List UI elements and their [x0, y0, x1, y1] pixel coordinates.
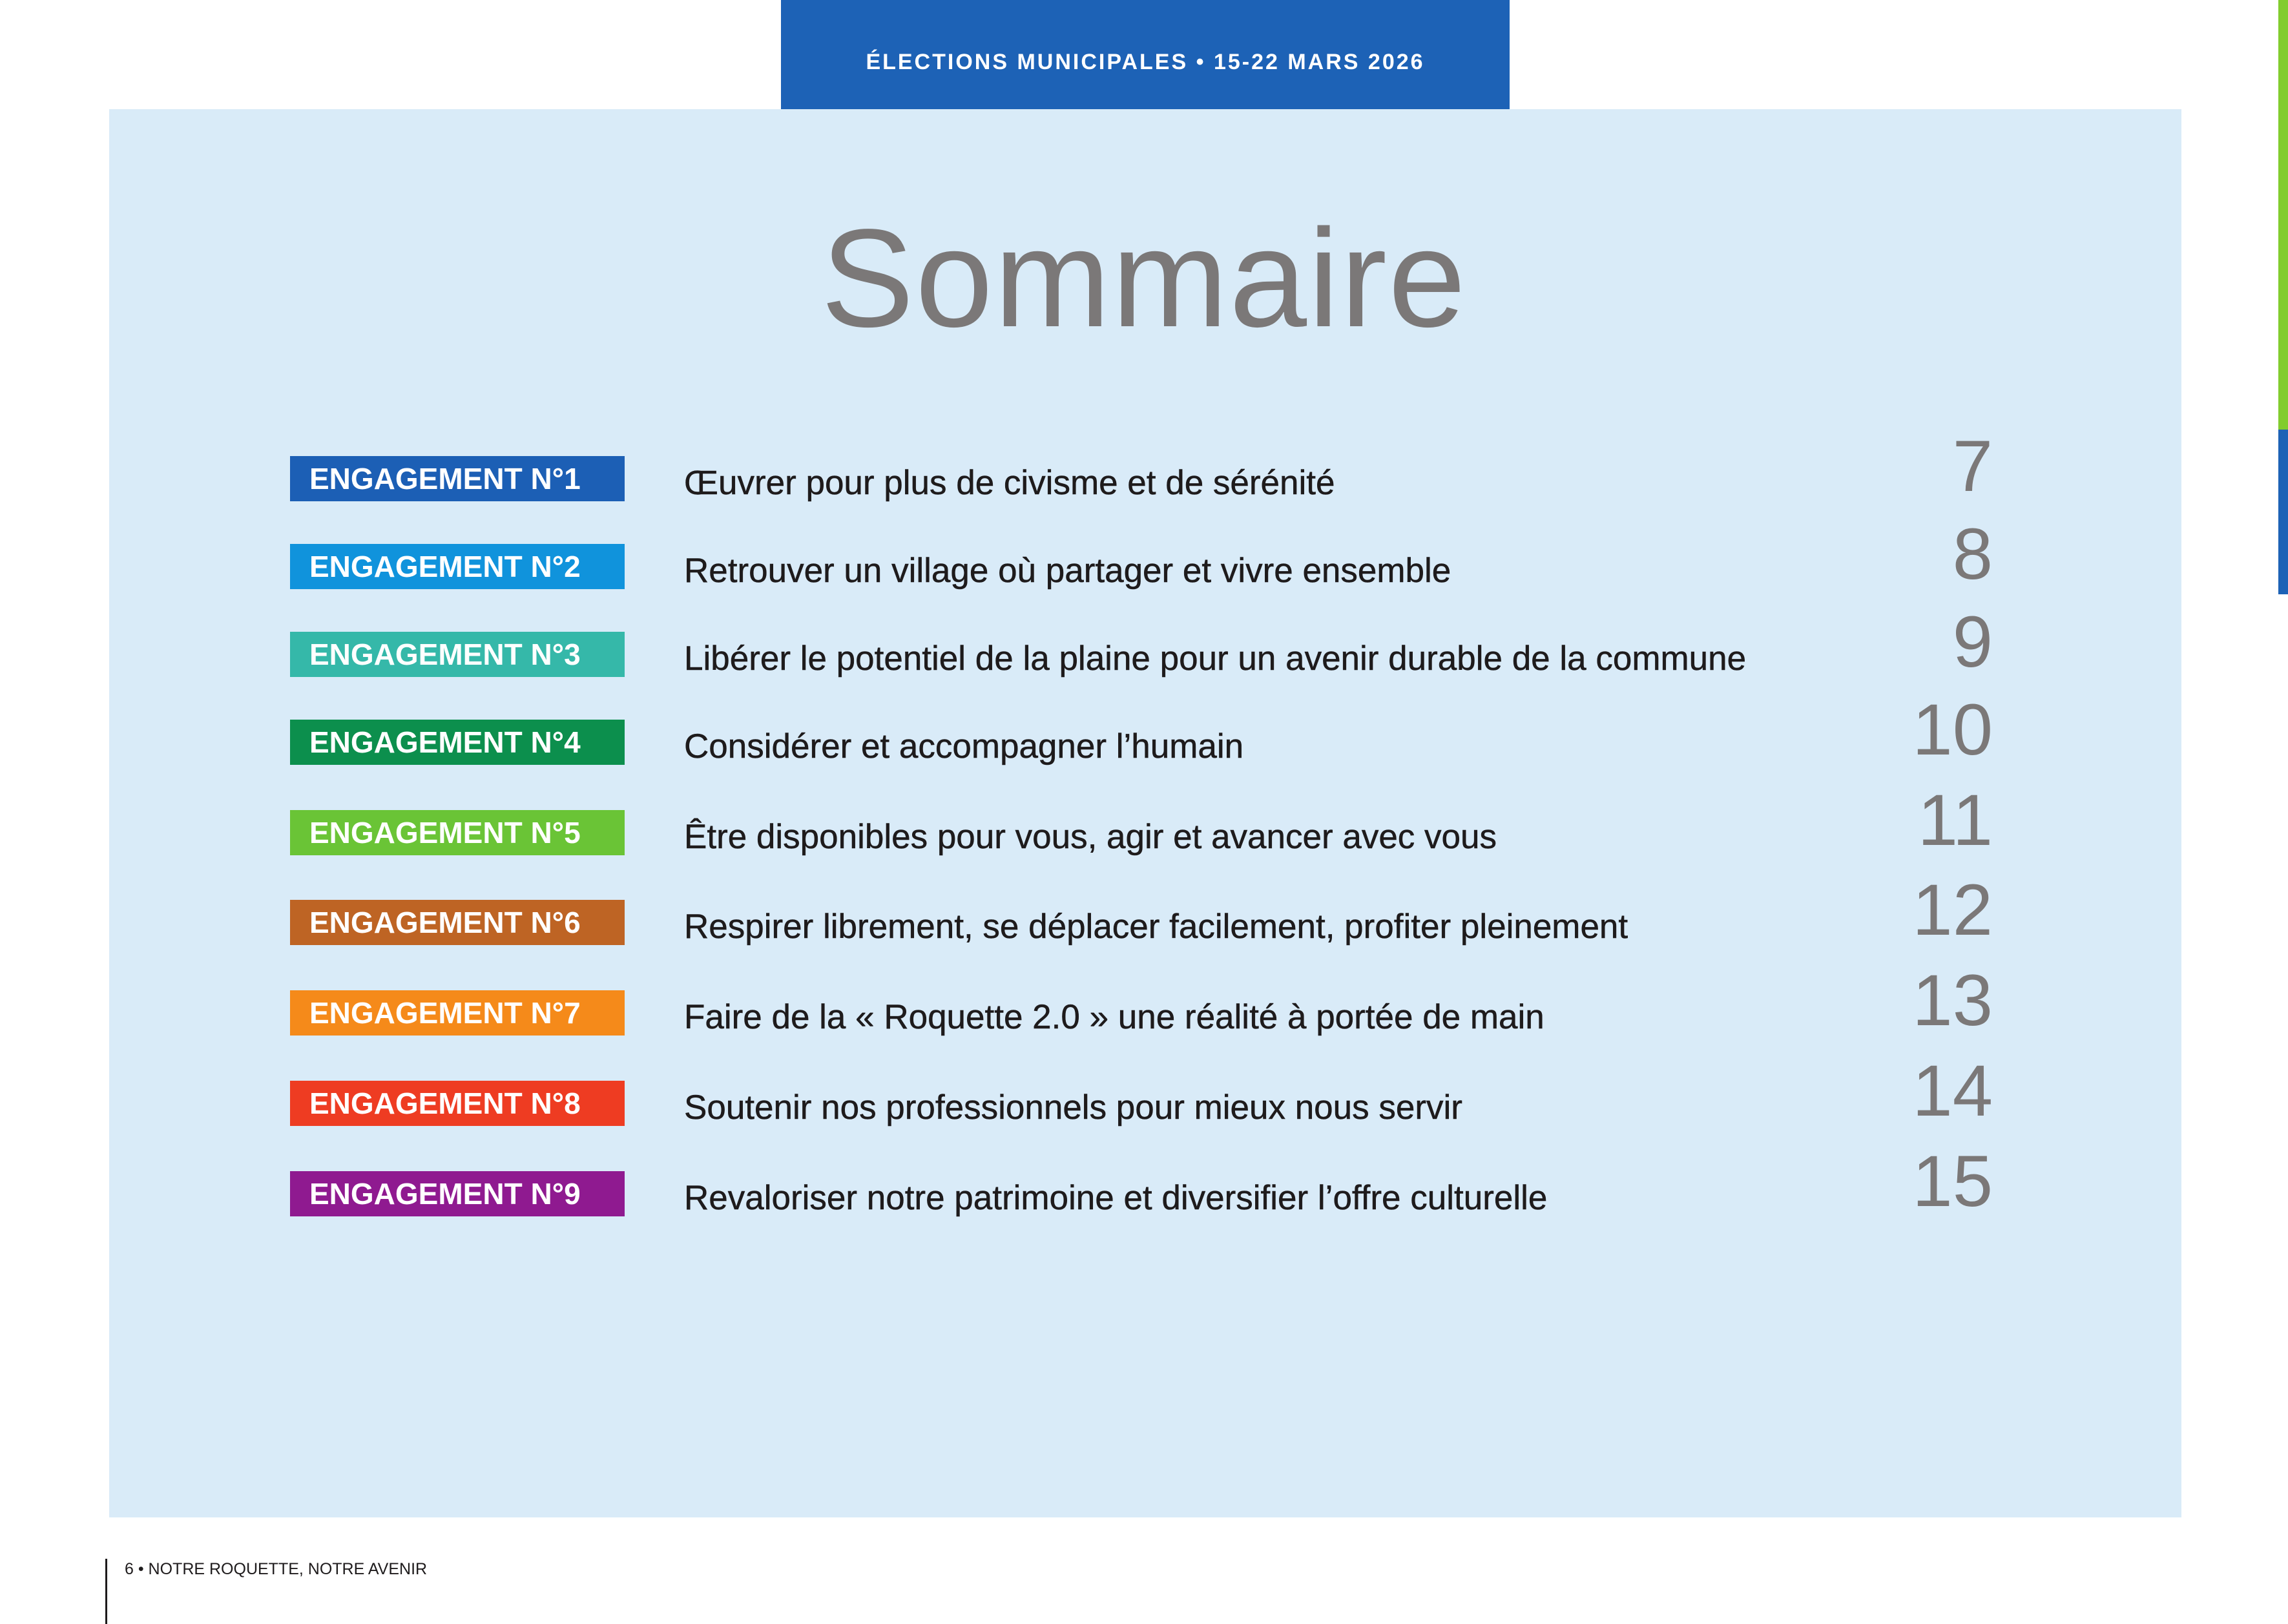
page-number: 8 [1952, 514, 1993, 594]
entry-title[interactable]: Être disponibles pour vous, agir et avancer avec vous [684, 818, 1497, 856]
engagement-badge: ENGAGEMENT N°6 [290, 900, 625, 945]
entry-title[interactable]: Libérer le potentiel de la plaine pour un avenir durable de la commune [684, 640, 1747, 678]
election-banner-text: ÉLECTIONS MUNICIPALES • 15-22 MARS 2026 [866, 50, 1425, 74]
entry-title[interactable]: Retrouver un village où partager et vivre ensemble [684, 552, 1451, 590]
toc-entry[interactable] [0, 426, 2288, 506]
page-number: 13 [1912, 960, 1993, 1041]
entry-title[interactable]: Considérer et accompagner l’humain [684, 727, 1244, 765]
engagement-badge: ENGAGEMENT N°8 [290, 1081, 625, 1126]
toc-entry[interactable] [0, 601, 2288, 682]
toc-entry[interactable] [0, 869, 2288, 950]
engagement-badge: ENGAGEMENT N°4 [290, 720, 625, 765]
page-number: 12 [1912, 869, 1993, 950]
entry-title[interactable]: Revaloriser notre patrimoine et diversifier l’offre culturelle [684, 1179, 1548, 1217]
engagement-badge: ENGAGEMENT N°1 [290, 456, 625, 501]
engagement-badge: ENGAGEMENT N°7 [290, 990, 625, 1036]
engagement-badge: ENGAGEMENT N°2 [290, 544, 625, 589]
page-title: Sommaire [820, 200, 1468, 356]
entry-title[interactable]: Faire de la « Roquette 2.0 » une réalité à portée de main [684, 998, 1544, 1036]
toc-entry[interactable] [0, 689, 2288, 770]
toc-entry[interactable] [0, 1141, 2288, 1222]
footer-rule [105, 1559, 107, 1624]
engagement-badge: ENGAGEMENT N°9 [290, 1171, 625, 1216]
election-banner [781, 0, 1510, 109]
engagement-badge: ENGAGEMENT N°3 [290, 632, 625, 677]
toc-entry[interactable] [0, 960, 2288, 1041]
page-number: 10 [1912, 689, 1993, 770]
page-number: 9 [1952, 601, 1993, 682]
engagement-badge: ENGAGEMENT N°5 [290, 810, 625, 855]
entry-title[interactable]: Soutenir nos professionnels pour mieux nous servir [684, 1088, 1462, 1127]
page-number: 7 [1952, 426, 1993, 506]
entry-title[interactable]: Œuvrer pour plus de civisme et de sérénité [684, 464, 1335, 502]
page-number: 11 [1917, 780, 1993, 860]
page-number: 14 [1912, 1050, 1993, 1131]
toc-entry[interactable] [0, 1050, 2288, 1131]
entry-title[interactable]: Respirer librement, se déplacer facilement, profiter pleinement [684, 908, 1628, 946]
page-number: 15 [1912, 1141, 1993, 1222]
footer-text: 6 • NOTRE ROQUETTE, NOTRE AVENIR [125, 1560, 428, 1578]
toc-entry[interactable] [0, 780, 2288, 860]
toc-entry[interactable] [0, 514, 2288, 594]
